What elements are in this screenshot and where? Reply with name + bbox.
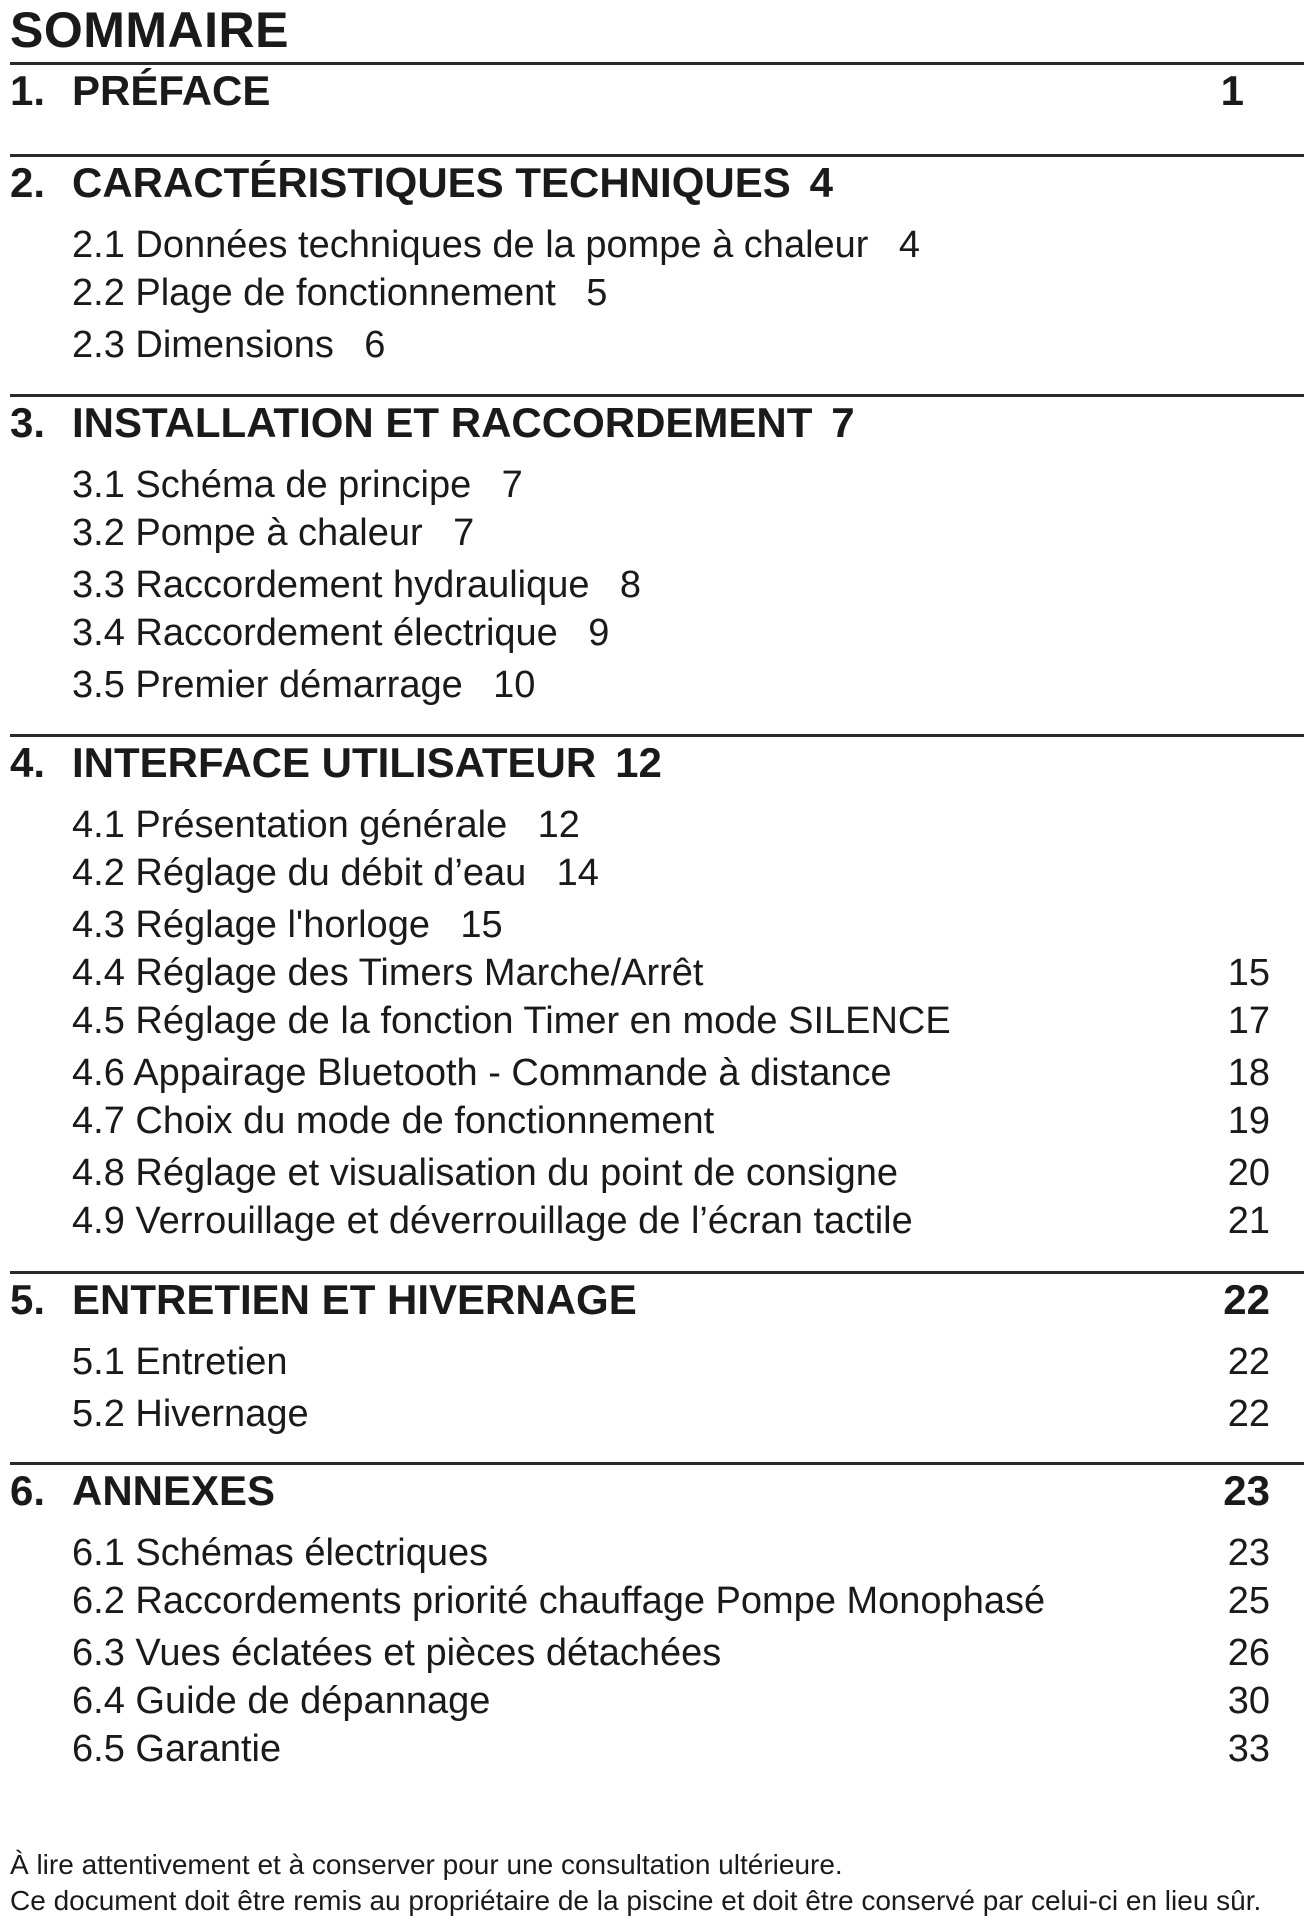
toc-subsection[interactable]	[72, 1150, 1280, 1196]
subsection-page-number: 7	[501, 464, 523, 506]
subsection-label: 4.9 Verrouillage et déverrouillage de l’écran tactile	[72, 1200, 913, 1242]
toc-subsection[interactable]	[72, 562, 1280, 608]
subsection-page-number: 22	[1227, 1393, 1270, 1435]
subsection-page-number: 12	[537, 804, 580, 846]
toc-subsection[interactable]	[72, 1098, 1280, 1144]
subsection-page-number: 33	[1227, 1728, 1270, 1770]
subsection-page-number: 15	[1227, 952, 1270, 994]
section-page-number: 23	[1223, 1467, 1270, 1514]
section-title: ANNEXES	[72, 1467, 276, 1514]
toc-subsection[interactable]	[72, 270, 1280, 316]
toc-subsection[interactable]	[72, 462, 1280, 508]
section-divider	[10, 154, 1304, 157]
subsection-label: 6.1 Schémas électriques	[72, 1532, 489, 1574]
subsection-page-number: 23	[1227, 1532, 1270, 1574]
toc-subsection[interactable]	[72, 662, 1280, 708]
subsection-label: 4.2 Réglage du débit d’eau	[72, 852, 527, 894]
subsection-page-number: 7	[453, 512, 475, 554]
toc-section-6[interactable]	[10, 1466, 1280, 1516]
toc-subsection[interactable]	[72, 950, 1280, 996]
subsection-label: 5.2 Hivernage	[72, 1393, 309, 1435]
toc-subsection[interactable]	[72, 902, 1280, 948]
page-title: SOMMAIRE	[10, 2, 289, 58]
subsection-label: 3.5 Premier démarrage	[72, 664, 463, 706]
section-page-number: 4	[809, 159, 833, 206]
section-number: 6.	[10, 1467, 46, 1514]
subsection-page-number: 14	[556, 852, 599, 894]
subsection-label: 4.1 Présentation générale	[72, 804, 508, 846]
toc-section-1[interactable]	[10, 66, 1280, 116]
toc-subsection[interactable]	[72, 322, 1280, 368]
toc-subsection[interactable]	[72, 1530, 1280, 1576]
subsection-page-number: 22	[1227, 1341, 1270, 1383]
toc-section-3[interactable]	[10, 398, 1280, 448]
subsection-page-number: 19	[1227, 1100, 1270, 1142]
section-title: CARACTÉRISTIQUES TECHNIQUES	[72, 159, 791, 206]
subsection-label: 4.5 Réglage de la fonction Timer en mode SILENCE	[72, 1000, 951, 1042]
toc-subsection[interactable]	[72, 802, 1280, 848]
subsection-label: 6.3 Vues éclatées et pièces détachées	[72, 1632, 722, 1674]
toc-subsection[interactable]	[72, 1050, 1280, 1096]
subsection-page-number: 10	[493, 664, 536, 706]
subsection-page-number: 18	[1227, 1052, 1270, 1094]
toc-subsection[interactable]	[72, 1630, 1280, 1676]
subsection-page-number: 17	[1227, 1000, 1270, 1042]
toc-subsection[interactable]	[72, 222, 1280, 268]
subsection-page-number: 25	[1227, 1580, 1270, 1622]
subsection-label: 3.2 Pompe à chaleur	[72, 512, 423, 554]
subsection-label: 3.3 Raccordement hydraulique	[72, 564, 590, 606]
subsection-page-number: 30	[1227, 1680, 1270, 1722]
subsection-page-number: 6	[364, 324, 386, 366]
section-divider	[10, 394, 1304, 397]
toc-subsection[interactable]	[72, 510, 1280, 556]
subsection-page-number: 5	[586, 272, 608, 314]
toc-section-4[interactable]	[10, 738, 1280, 788]
subsection-page-number: 9	[588, 612, 610, 654]
subsection-label: 4.7 Choix du mode de fonctionnement	[72, 1100, 715, 1142]
subsection-label: 6.4 Guide de dépannage	[72, 1680, 491, 1722]
toc-subsection[interactable]	[72, 1339, 1280, 1385]
subsection-label: 2.2 Plage de fonctionnement	[72, 272, 556, 314]
section-page-number: 7	[831, 399, 855, 446]
subsection-label: 2.1 Données techniques de la pompe à chaleur	[72, 224, 869, 266]
section-number: 2.	[10, 159, 46, 206]
toc-subsection[interactable]	[72, 1578, 1280, 1624]
section-divider	[10, 62, 1304, 65]
footer-note-2: Ce document doit être remis au propriétaire de la piscine et doit être conservé par celui-ci en lieu sûr.	[10, 1885, 1262, 1916]
section-title: INTERFACE UTILISATEUR	[72, 739, 597, 786]
section-number: 1.	[10, 67, 46, 114]
section-divider	[10, 1462, 1304, 1465]
section-page-number: 22	[1223, 1276, 1270, 1323]
section-title: ENTRETIEN ET HIVERNAGE	[72, 1276, 637, 1323]
subsection-label: 6.5 Garantie	[72, 1728, 282, 1770]
subsection-page-number: 20	[1227, 1152, 1270, 1194]
section-page-number: 1	[1220, 67, 1244, 114]
toc-subsection[interactable]	[72, 610, 1280, 656]
subsection-page-number: 21	[1227, 1200, 1270, 1242]
toc-subsection[interactable]	[72, 850, 1280, 896]
section-title: PRÉFACE	[72, 67, 271, 114]
toc-subsection[interactable]	[72, 1198, 1280, 1244]
subsection-label: 5.1 Entretien	[72, 1341, 288, 1383]
toc-subsection[interactable]	[72, 998, 1280, 1044]
section-divider	[10, 1271, 1304, 1274]
subsection-label: 4.8 Réglage et visualisation du point de consigne	[72, 1152, 899, 1194]
subsection-label: 4.3 Réglage l'horloge	[72, 904, 430, 946]
toc-section-5[interactable]	[10, 1275, 1280, 1325]
subsection-page-number: 15	[460, 904, 503, 946]
subsection-label: 4.4 Réglage des Timers Marche/Arrêt	[72, 952, 704, 994]
section-number: 5.	[10, 1276, 46, 1323]
toc-section-2[interactable]	[10, 158, 1280, 208]
subsection-label: 4.6 Appairage Bluetooth - Commande à distance	[72, 1052, 892, 1094]
toc-subsection[interactable]	[72, 1726, 1280, 1772]
section-page-number: 12	[615, 739, 662, 786]
section-title: INSTALLATION ET RACCORDEMENT	[72, 399, 813, 446]
section-divider	[10, 734, 1304, 737]
subsection-label: 6.2 Raccordements priorité chauffage Pompe Monophasé	[72, 1580, 1046, 1622]
subsection-label: 3.4 Raccordement électrique	[72, 612, 558, 654]
toc-subsection[interactable]	[72, 1678, 1280, 1724]
subsection-page-number: 26	[1227, 1632, 1270, 1674]
subsection-page-number: 4	[898, 224, 920, 266]
section-number: 4.	[10, 739, 46, 786]
footer-note-1: À lire attentivement et à conserver pour une consultation ultérieure.	[10, 1849, 843, 1880]
section-number: 3.	[10, 399, 46, 446]
subsection-page-number: 8	[619, 564, 642, 606]
toc-subsection[interactable]	[72, 1391, 1280, 1437]
subsection-label: 3.1 Schéma de principe	[72, 464, 472, 506]
subsection-label: 2.3 Dimensions	[72, 324, 334, 366]
